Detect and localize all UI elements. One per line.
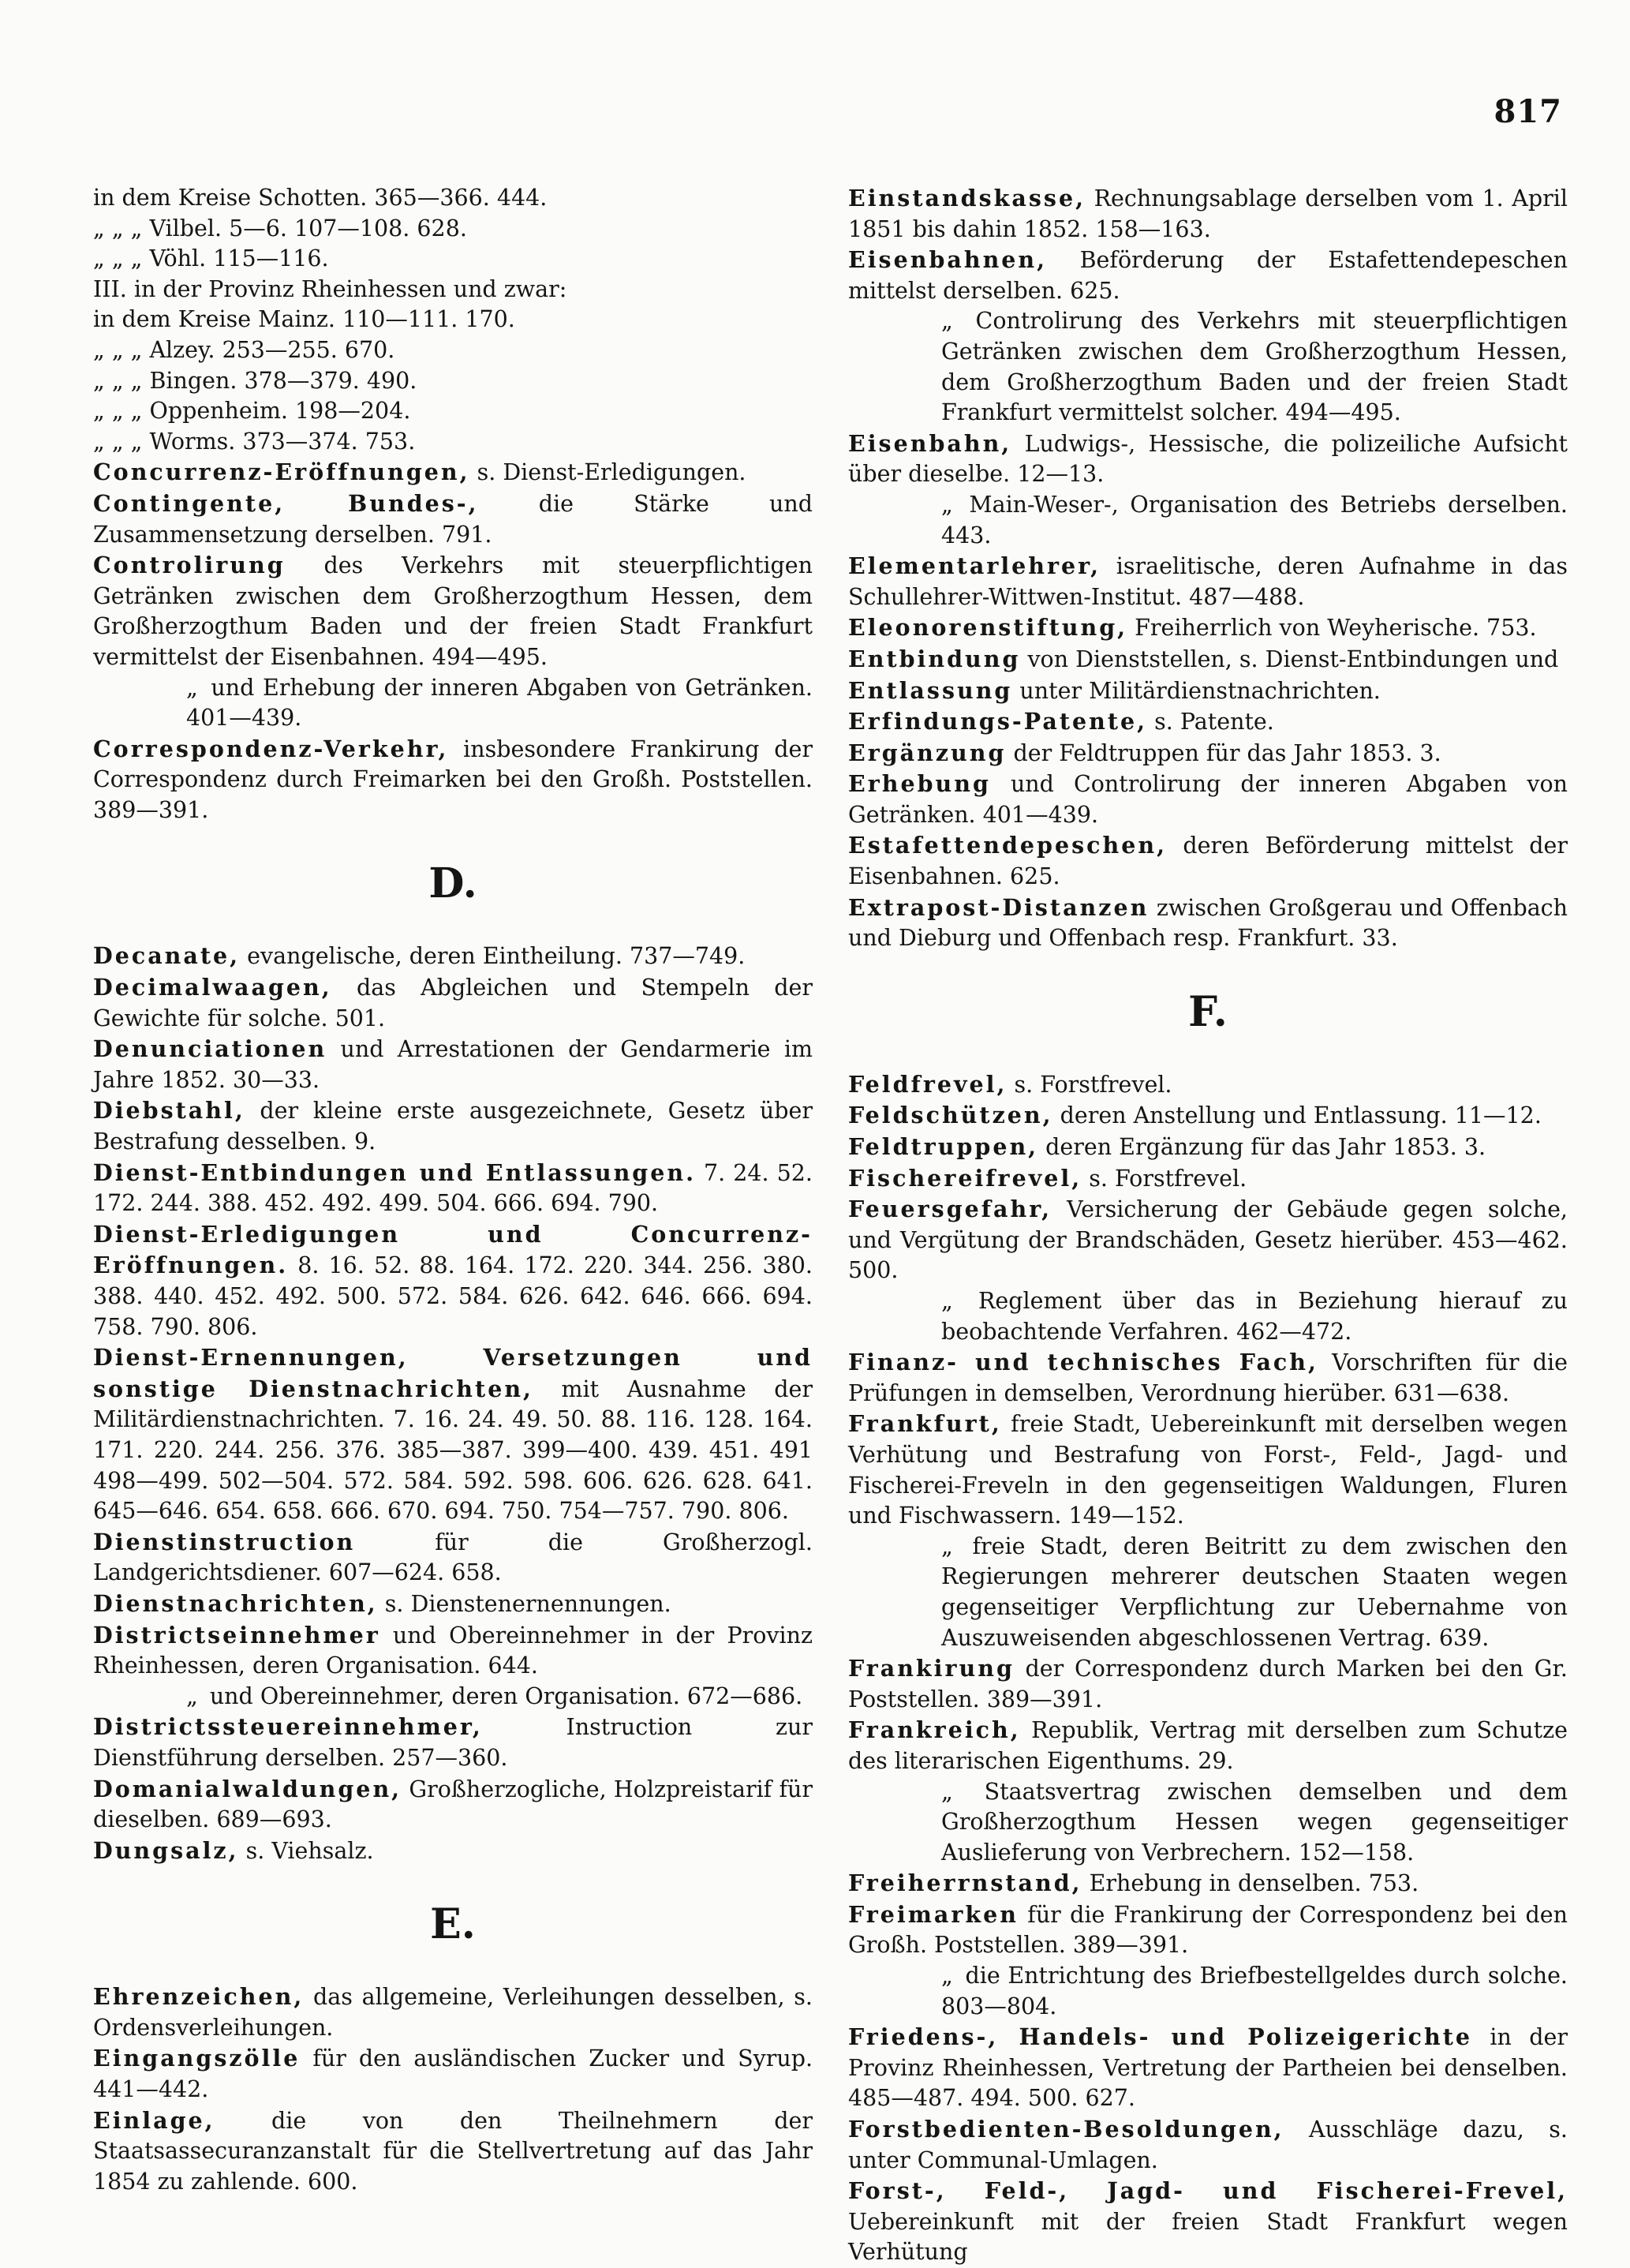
entry-heading: „	[941, 1533, 958, 1559]
index-entry	[93, 1774, 813, 1836]
index-entry	[848, 1899, 1568, 1961]
index-entry	[93, 1620, 813, 1682]
entry-heading: Feuersgefahr,	[848, 1196, 1052, 1223]
entry-heading: Einstandskasse,	[848, 185, 1086, 211]
index-entry	[93, 183, 813, 214]
entry-heading: Eisenbahn,	[848, 429, 1012, 457]
entry-text: 8. 16. 52. 88. 164. 172. 220. 344. 256. 380. 388. 440. 452. 492. 500. 572. 584. 626. 642. 646. 666. 694. 758. 790. 806.	[93, 1252, 813, 1340]
index-entry	[93, 972, 813, 1034]
index-entry	[93, 488, 813, 550]
entry-heading: Dungsalz,	[93, 1836, 239, 1864]
entry-text: s. Forstfrevel.	[1082, 1165, 1247, 1192]
index-entry	[848, 429, 1568, 490]
entry-heading: Controlirung	[93, 552, 286, 579]
entry-text: mit Ausnahme der Militärdienstnachrichten. 7. 16. 24. 49. 50. 88. 116. 128. 164. 171. 220. 244. 256. 376. 385—387. 399—400. 439. 451. 491 498—499. 502—504. 572. 584. 592. 598. 606. 626. 628. 641. 645—646. 654. 658. 666. 670. 694. 750. 754—757. 790. 806.	[93, 1375, 813, 1525]
index-entry	[848, 1286, 1568, 1347]
entry-text: für die Großherzogl. Landgerichtsdiener. 607—624. 658.	[93, 1529, 813, 1586]
entry-heading: Ergänzung	[848, 739, 1007, 766]
index-entry	[93, 275, 813, 305]
index-entry	[848, 1100, 1568, 1132]
entry-text: Uebereinkunft mit der freien Stadt Frankfurt wegen Verhütung	[848, 2208, 1568, 2266]
entry-heading: Dienst-Erledigungen und Concurrenz-Eröffnungen.	[93, 1220, 813, 1279]
index-entry	[848, 1347, 1568, 1409]
entry-heading: „	[941, 1963, 958, 1989]
entry-text: freie Stadt, Uebereinkunft mit derselben wegen Verhütung und Bestrafung von Forst-, Feld-, Jagd- und Fischerei-Freveln in den gegenseitigen Waldungen, Fluren und Fischwassern. 149—152.	[848, 1411, 1568, 1529]
entry-text: der kleine erste ausgezeichnete, Gesetz über Bestrafung desselben. 9.	[93, 1098, 813, 1155]
entry-text: Controlirung des Verkehrs mit steuerpflichtigen Getränken zwischen dem Großherzogthum Hessen, dem Großherzogthum Baden und der freien Stadt Frankfurt vermittelst solcher. 494—495.	[941, 308, 1568, 426]
index-entry	[93, 335, 813, 366]
index-entry	[93, 734, 813, 826]
entry-heading: Eleonorenstiftung,	[848, 614, 1128, 642]
index-entry	[848, 1868, 1568, 1899]
entry-text: die Entrichtung des Briefbestellgeldes durch solche. 803—804.	[941, 1963, 1568, 2019]
index-entry	[93, 1712, 813, 1773]
index-entry	[848, 2176, 1568, 2268]
index-entry	[848, 738, 1568, 769]
index-entry	[848, 245, 1568, 306]
index-entry	[848, 1653, 1568, 1715]
entry-text: und Erhebung der inneren Abgaben von Getränken. 401—439.	[186, 674, 813, 732]
entry-text: Reglement über das in Beziehung hierauf zu beobachtende Verfahren. 462—472.	[941, 1288, 1568, 1345]
index-entry	[93, 457, 813, 488]
index-entry	[93, 1034, 813, 1095]
entry-heading: Eisenbahnen,	[848, 246, 1048, 274]
entry-heading: Finanz- und technisches Fach,	[848, 1349, 1318, 1376]
entry-heading: Erhebung	[848, 770, 991, 798]
entry-text: s. Forstfrevel.	[1007, 1071, 1172, 1098]
entry-text: deren Ergänzung für das Jahr 1853. 3.	[1038, 1134, 1486, 1161]
entry-heading: Extrapost-Distanzen	[848, 893, 1150, 921]
entry-text: deren Anstellung und Entlassung. 11—12.	[1052, 1102, 1542, 1129]
entry-heading: Frankfurt,	[848, 1410, 1002, 1438]
index-entry	[93, 1982, 813, 2043]
entry-text: freie Stadt, deren Beitritt zu dem zwischen den Regierungen mehrerer deutschen Staaten wegen gegenseitiger Verpflichtung zur Uebernahme von Auszuweisenden abgeschlossenen Vertrag. 639.	[941, 1533, 1568, 1651]
entry-heading: Elementarlehrer,	[848, 552, 1101, 580]
entry-text: in der Provinz Rheinhessen, Vertretung der Partheien bei denselben. 485—487. 494. 500. 627.	[848, 2024, 1568, 2112]
index-entry	[848, 1532, 1568, 1653]
index-entry	[848, 706, 1568, 738]
entry-heading: Denunciationen	[93, 1035, 327, 1063]
entry-text: die Stärke und Zusammensetzung derselben. 791.	[93, 490, 813, 548]
entry-text: und Obereinnehmer in der Provinz Rheinhessen, deren Organisation. 644.	[93, 1622, 813, 1679]
entry-text: Main-Weser-, Organisation des Betriebs derselben. 443.	[941, 491, 1568, 548]
left-entries-e	[93, 1982, 813, 2197]
entry-heading: „	[186, 1682, 203, 1709]
entry-heading: Freiherrnstand,	[848, 1869, 1082, 1897]
index-entry	[93, 1095, 813, 1157]
index-entry	[93, 1836, 813, 1867]
entry-heading: „	[941, 308, 958, 335]
index-entry	[848, 676, 1568, 707]
index-entry	[93, 1342, 813, 1527]
entry-text: unter Militärdienstnachrichten.	[1012, 677, 1381, 704]
right-entries-f	[848, 1069, 1568, 2268]
entry-heading: Feldfrevel,	[848, 1070, 1008, 1098]
entry-heading: Freimarken	[848, 1900, 1019, 1928]
entry-heading: Frankirung	[848, 1655, 1015, 1682]
entry-heading: Frankreich,	[848, 1716, 1021, 1744]
entry-text: deren Beförderung mittelst der Eisenbahnen. 625.	[848, 833, 1568, 890]
entry-text: Republik, Vertrag mit derselben zum Schutze des literarischen Eigenthums. 29.	[848, 1717, 1568, 1774]
entry-text: „ „ „ Oppenheim. 198—204.	[93, 398, 411, 425]
entry-heading: Ehrenzeichen,	[93, 1983, 305, 2011]
index-entry	[93, 2043, 813, 2105]
entry-heading: Contingente, Bundes-,	[93, 489, 479, 517]
entry-heading: Decimalwaagen,	[93, 974, 332, 1001]
entry-text: für den ausländischen Zucker und Syrup. 441—442.	[93, 2045, 813, 2103]
index-entry	[848, 490, 1568, 551]
index-entry	[848, 769, 1568, 830]
section-letter-f: F.	[1188, 987, 1228, 1036]
entry-heading: Feldtruppen,	[848, 1133, 1039, 1161]
index-entry	[93, 244, 813, 275]
index-entry	[848, 1409, 1568, 1531]
index-entry	[848, 830, 1568, 892]
entry-heading: Correspondenz-Verkehr,	[93, 735, 449, 762]
entry-heading: „	[941, 491, 958, 518]
index-entry	[93, 214, 813, 245]
entry-text: insbesondere Frankirung der Correspondenz durch Freimarken bei den Großh. Poststellen. 389—391.	[93, 735, 813, 823]
entry-text: Rechnungsablage derselben vom 1. April 1851 bis dahin 1852. 158—163.	[848, 185, 1568, 242]
entry-heading: Domanialwaldungen,	[93, 1775, 402, 1802]
index-entry	[848, 1961, 1568, 2022]
entry-text: von Dienststellen, s. Dienst-Entbindungen und	[1020, 646, 1559, 672]
entry-heading: Erfindungs-Patente,	[848, 708, 1148, 735]
index-entry	[848, 644, 1568, 676]
entry-text: Erhebung in denselben. 753.	[1082, 1870, 1419, 1897]
entry-text: „ „ „ Worms. 373—374. 753.	[93, 428, 416, 455]
entry-text: Instruction zur Dienstführung derselben. 257—360.	[93, 1714, 813, 1771]
right-column	[848, 183, 1568, 2268]
entry-heading: Fischereifrevel,	[848, 1164, 1082, 1192]
right-entries-e	[848, 183, 1568, 954]
entry-text: Ludwigs-, Hessische, die polizeiliche Aufsicht über dieselbe. 12—13.	[848, 430, 1568, 488]
entry-text: das Abgleichen und Stempeln der Gewichte für solche. 501.	[93, 975, 813, 1031]
entry-text: „ „ „ Vilbel. 5—6. 107—108. 628.	[93, 215, 467, 241]
entry-text: s. Dienst-Erledigungen.	[469, 459, 746, 486]
index-entry	[93, 550, 813, 672]
entry-text: „ „ „ Alzey. 253—255. 670.	[93, 336, 395, 363]
entry-heading: Districtssteuereinnehmer,	[93, 1713, 483, 1741]
entry-text: 7. 24. 52. 172. 244. 388. 452. 492. 499. 504. 666. 694. 790.	[93, 1159, 813, 1217]
entry-heading: Diebstahl,	[93, 1097, 245, 1125]
entry-text: der Feldtruppen für das Jahr 1853. 3.	[1006, 739, 1441, 766]
entry-text: Versicherung der Gebäude gegen solche, und Vergütung der Brandschäden, Gesetz hierüber. 453—462. 500.	[848, 1196, 1568, 1284]
entry-text: israelitische, deren Aufnahme in das Schullehrer-Wittwen-Institut. 487—488.	[848, 553, 1568, 610]
entry-text: s. Dienstenernennungen.	[377, 1590, 671, 1617]
entry-heading: Eingangszölle	[93, 2045, 301, 2072]
entry-text: zwischen Großgerau und Offenbach und Dieburg und Offenbach resp. Frankfurt. 33.	[848, 894, 1568, 952]
entry-heading: Estafettendepeschen,	[848, 832, 1167, 859]
index-entry	[93, 941, 813, 972]
entry-text: evangelische, deren Eintheilung. 737—749.	[240, 943, 746, 970]
left-entries-c	[93, 183, 813, 825]
entry-text: Ausschläge dazu, s. unter Communal-Umlagen.	[848, 2116, 1568, 2173]
entry-text: des Verkehrs mit steuerpflichtigen Getränken zwischen dem Großherzogthum Hessen, dem Großherzogthum Baden und der freien Stadt Frankfurt vermittelst der Eisenbahnen. 494—495.	[93, 552, 813, 670]
entry-text: „ „ „ Vöhl. 115—116.	[93, 245, 329, 272]
index-entry	[848, 1194, 1568, 1286]
entry-text: Freiherrlich von Weyherische. 753.	[1127, 615, 1537, 642]
entry-text: „ „ „ Bingen. 378—379. 490.	[93, 367, 417, 394]
section-letter-d: D.	[428, 859, 477, 908]
entry-text: für die Frankirung der Correspondenz bei den Großh. Poststellen. 389—391.	[848, 1901, 1568, 1959]
entry-heading: „	[941, 1778, 958, 1805]
entry-text: Beförderung der Estafettendepeschen mittelst derselben. 625.	[848, 247, 1568, 304]
entry-text: Großherzogliche, Holzpreistarif für dieselben. 689—693.	[93, 1776, 813, 1833]
index-entry	[93, 305, 813, 335]
index-entry	[848, 183, 1568, 245]
entry-text: in dem Kreise Schotten. 365—366. 444.	[93, 185, 548, 211]
index-entry	[93, 427, 813, 458]
entry-text: s. Viehsalz.	[238, 1837, 374, 1864]
entry-heading: Einlage,	[93, 2106, 215, 2134]
entry-heading: Entbindung	[848, 645, 1021, 672]
entry-heading: Districtseinnehmer	[93, 1621, 380, 1649]
entry-text: Staatsvertrag zwischen demselben und dem Großherzogthum Hessen wegen gegenseitiger Auslieferung von Verbrechern. 152—158.	[941, 1778, 1568, 1866]
entry-heading: Dienst-Entbindungen und Entlassungen.	[93, 1158, 696, 1186]
entry-heading: Dienst-Ernennungen, Versetzungen und sonstige Dienstnachrichten,	[93, 1344, 813, 1402]
entry-text: das allgemeine, Verleihungen desselben, s. Ordensverleihungen.	[93, 1984, 813, 2041]
entry-heading: „	[941, 1288, 958, 1314]
index-entry	[93, 673, 813, 734]
entry-text: in dem Kreise Mainz. 110—111. 170.	[93, 306, 515, 333]
index-entry	[93, 2105, 813, 2198]
index-entry	[93, 396, 813, 427]
entry-heading: Forst-, Feld-, Jagd- und Fischerei-Frevel,	[848, 2177, 1568, 2205]
entry-heading: Dienstnachrichten,	[93, 1589, 378, 1617]
index-entry	[848, 1132, 1568, 1163]
entry-heading: Forstbedienten-Besoldungen,	[848, 2116, 1284, 2143]
entry-text: III. in der Provinz Rheinhessen und zwar:	[93, 275, 567, 302]
entry-heading: Concurrenz-Eröffnungen,	[93, 458, 470, 486]
entry-text: die von den Theilnehmern der Staatsassecuranzanstalt für die Stellvertretung auf das Jahr 1854 zu zahlende. 600.	[93, 2107, 813, 2195]
index-entry	[848, 1163, 1568, 1195]
page-number: 817	[1494, 93, 1562, 130]
index-entry	[93, 1219, 813, 1342]
left-column	[93, 183, 813, 2197]
index-entry	[848, 306, 1568, 428]
index-entry	[848, 893, 1568, 954]
index-entry	[848, 1777, 1568, 1869]
index-entry	[848, 551, 1568, 612]
entry-heading: Feldschützen,	[848, 1102, 1053, 1129]
index-entry	[848, 1715, 1568, 1776]
index-entry	[93, 1589, 813, 1620]
section-letter-e: E.	[430, 1900, 476, 1949]
entry-text: der Correspondenz durch Marken bei den Gr. Poststellen. 389—391.	[848, 1656, 1568, 1712]
index-entry	[848, 612, 1568, 644]
index-entry	[93, 1158, 813, 1219]
index-entry	[848, 1069, 1568, 1101]
entry-text: s. Patente.	[1147, 709, 1274, 735]
index-entry	[848, 2022, 1568, 2114]
left-entries-d	[93, 941, 813, 1866]
index-entry	[93, 1682, 813, 1712]
index-entry	[93, 1527, 813, 1589]
entry-text: und Controlirung der inneren Abgaben von Getränken. 401—439.	[848, 771, 1568, 828]
index-entry	[93, 366, 813, 397]
entry-heading: Decanate,	[93, 942, 241, 970]
entry-text: und Arrestationen der Gendarmerie im Jahre 1852. 30—33.	[93, 1036, 813, 1093]
entry-heading: Entlassung	[848, 676, 1013, 704]
entry-heading: „	[186, 674, 203, 701]
entry-heading: Dienstinstruction	[93, 1528, 356, 1555]
entry-text: und Obereinnehmer, deren Organisation. 672—686.	[202, 1682, 803, 1709]
index-entry	[848, 2114, 1568, 2176]
entry-heading: Friedens-, Handels- und Polizeigerichte	[848, 2023, 1473, 2051]
entry-text: Vorschriften für die Prüfungen in demselben, Verordnung hierüber. 631—638.	[848, 1349, 1568, 1406]
